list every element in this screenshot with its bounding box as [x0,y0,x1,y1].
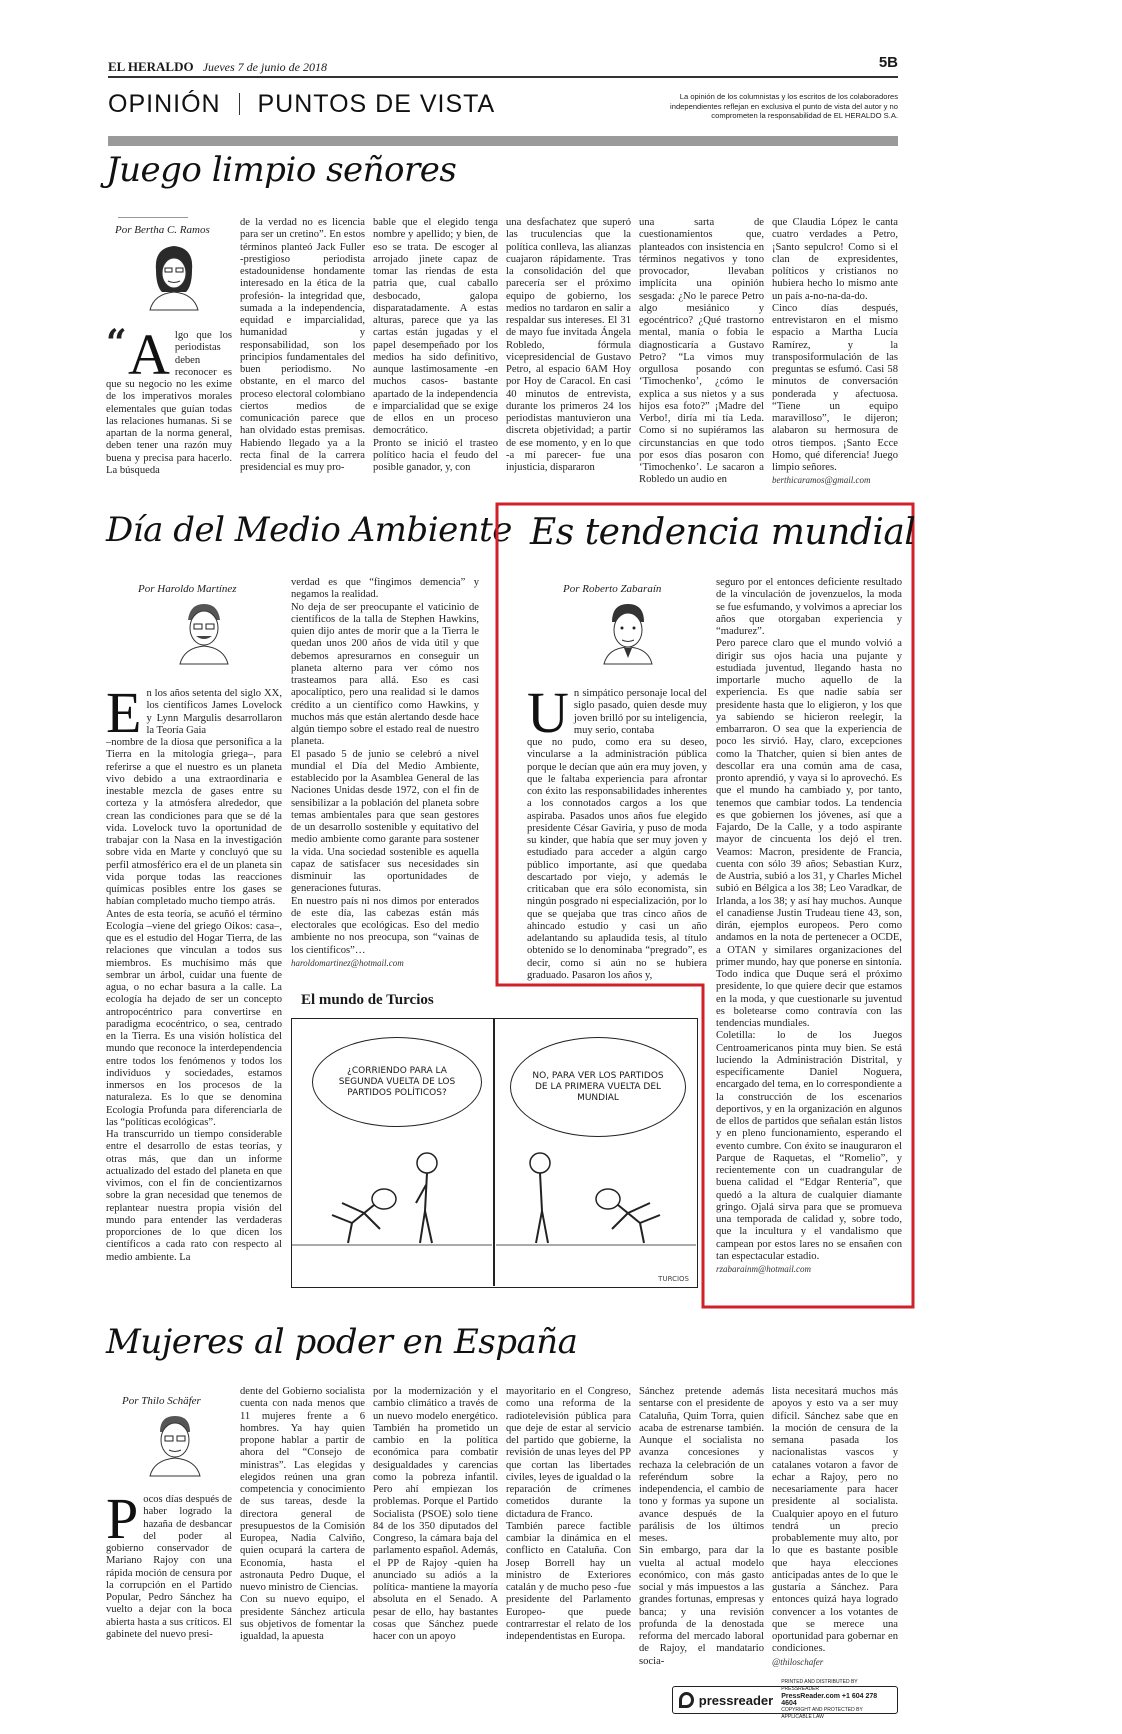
speech-bubble-left: ¿CORRIENDO PARA LA SEGUNDA VUELTA DE LOS PARTIDOS POLÍTICOS? [312,1037,482,1127]
article-body-juego-col5: una sarta de cuestionamientos que, planteados con insistencia en términos negativos y tono provocador, llevaban implícita una opinión sesgada: ¿No le parece Petro algo mesiánico y egocéntrico? ¿Qué trastorno mental, manía o fobia le diagnosticaría a Gustavo Petro? “La vimos muy orgullosa posando con ‘Timochenko’, ¿cómo le explica a sus nietos y a sus hijos esa foto?” ¡Madre del Verbo!, diría mi tía Leda. Como si no supiéramos las circunstancias en que todo por esos días posaron con ‘Timochenko’. Le sacaron a Robledo un audio en [639,217,764,486]
article-body-mujeres-col1 [106,1486,232,1678]
page-number: 5B [878,54,898,71]
author-portrait-roberto [596,598,660,664]
cartoon-signature: TURCIOS [658,1275,689,1283]
article-body-mujeres-col6 [772,1386,898,1678]
text-mujeres-col6: lista necesitará muchos más apoyos y esto va a ser muy difícil. Sánchez sabe que en la moción de censura de la semana pasada los nacionalistas vascos y catalanes votaron a favor de echar a Rajoy, pero no necesariamente para hacer presidente al socialista. Cualquier apoyo en el futuro tendrá un precio probablemente muy alto, por lo que es bastante posible que haya elecciones anticipadas antes de lo que le gustaría a Sánchez. Para entonces quizá haya logrado convencer a los votantes de que se merece una oportunidad para gobernar en condiciones. [772,1386,898,1655]
lead-mujeres: ocos días después de haber logrado la hazaña de desbancar del poder [143,1494,232,1542]
issue-date: Jueves 7 de junio de 2018 [202,60,327,74]
article-body-juego-col4: una desfachatez que superó las truculencias que la política conlleva, las alianzas cuajaron rápidamente. Tras la consolidación del que parecería ser el próximo equipo de gobierno, los medios no tardaron en salir a respaldar sus intereses. El 31 de mayo fue invitada Ángela Robledo, fórmula vicepresidencial de Gustavo Petro, al espacio 6AM Hoy por Hoy de Caracol. En casi 40 minutos de entrevista, durante los primeros 24 los periodistas mantuvieron una discreta objetividad; a partir de ese momento, y en lo que -a mí parecer- fue una injusticia, dispararon [506,217,631,473]
author-portrait-thilo [144,1410,206,1476]
article-title-tendencia: Es tendencia mundial [530,512,916,553]
article-body-tendencia-col2 [716,577,902,1299]
speech-bubble-right: NO, PARA VER LOS PARTIDOS DE LA PRIMERA VUELTA DEL MUNDIAL [510,1037,686,1137]
article-title-medio: Día del Medio Ambiente [106,510,512,550]
article-body-mujeres-col4: mayoritario en el Congreso, como una reforma de la radiotelevisión pública para que deje de estar al servicio del partido que gobierne, la revisión de unas leyes del PP que cortan las libertades civiles, leyes de igualdad o la reparación de crímenes cometidos durante la dictadura de Franco. También parece factible cambiar la dinámica en el conflicto en Cataluña. Con Josep Borrell hay un ministro de Exteriores catalán y de mucho peso -fue presidente del Parlamento Europeo- que puede contrarrestar el relato de los independentistas en Europa. [506,1386,631,1642]
text-tendencia-col1: que no pudo, como era su deseo, vincularse a la administración pública porque le decían que aún era muy joven, y que le faltaba experiencia para afrontar con éxito las responsabilidades inherentes a los connotados cargos a los que aspiraba. Pasados unos años fue elegido presidente César Gaviria, y puso de moda su kinder, que había que ser muy joven y estudiado para acceder a algún cargo público importante, así que quedaba descartado por viejo, y además le criticaban que era sólo economista, sin ningún posgrado ni especialización, por lo que se quejaba que tras cinco años de ahincado estudio y casi un año adelantando su aplaudida tesis, al título obtenido se lo denominaba “pregrado”, es decir, como si aún no se hubiera graduado. Pasaron los años y, [527,737,707,981]
dropcap-medio: E [106,680,142,745]
author-email-mujeres: @thiloschafer [772,1656,824,1667]
pressreader-badge [672,1679,898,1720]
cartoon-title: El mundo de Turcios [301,992,434,1008]
dropcap-mujeres: P [106,1486,139,1551]
dropcap-tendencia: U [527,680,569,745]
pressreader-line1: PRINTED AND DISTRIBUTED BY PRESSREADER [781,1679,858,1692]
pressreader-brand: pressreader [698,1692,774,1708]
article-title-mujeres: Mujeres al poder en España [106,1322,578,1362]
lead-juego: lgo que los periodistas deben reconocer es que [106,330,232,390]
paper-name: EL HERALDO [108,59,194,74]
text-juego-col1: su negocio no les exime de los imperativos morales elementales que guían todas las relaciones humanas. Si se apartan de la norma general, deben tener una razón muy buena y precisa para hacerlo. La búsqueda [106,379,232,476]
pressreader-logo-icon [679,1692,694,1708]
article-title-juego: Juego limpio señores [106,150,457,190]
text-medio-col2: verdad es que “fingimos demencia” y negamos la realidad. No deja de ser preocupante el vaticinio de científicos de la talla de Stephen Hawkins, quien dijo antes de morir que a la Tierra le quedan unos 200 años de vida útil y que debemos apresurarnos en conseguir un planeta alterno para ver cómo nos trasteamos para allá. Eso es casi apocalíptico, pero una realidad si le damos crédito a un científico como Hawkins, y muchos más que están alertando desde hace algún tiempo sobre el estado real de nuestro planeta. El pasado 5 de junio se celebró a nivel mundial el Día del Medio Ambiente, establecido por la Asamblea General de las Naciones Unidas desde 1972, con el fin de sensibilizar a la población del planeta sobre temas ambientales para que sean gestores de un desarrollo sostenible y equitativo del medio ambiente como garante para sostener la vida. Una sociedad sostenible es aquella capaz de satisfacer sus necesidades sin disminuir las oportunidades de generaciones futuras. En nuestro país ni nos dimos por enterados de este día, las cabezas están más electorales que ecológicas. Eso del medio ambiente no nos preocupa, son “vainas de los científicos”… [291,577,479,956]
byline-juego: Por Bertha C. Ramos [115,224,210,236]
text-tendencia-col2: seguro por el entonces deficiente resultado de la vinculación de jovenzuelos, la moda se fue esfumando, y volvimos a apreciar los años que otorgaban experiencia y “madurez”. Pero parece claro que el mundo volvió a dirigir sus ojos hacia una pujante y estudiada juventud, llegando hasta no importarle mucho aquello de la experiencia. Es que nadie sabía ser presidente hasta que lo eligieron, y los que ya sabiendo se hicieron reelegir, la embarraron. O sea que la experiencia de poco les sirvió. Hay, claro, excepciones como la Thatcher, quien si bien antes de descollar era una común ama de casa, pronto aprendió, y vaya si lo aprovechó. Es que el mundo ha cambiado y, por tanto, tenemos que cambiar todos. La tendencia es que gobiernen los jóvenes, así que a Fajardo, De la Calle, y a todo aspirante mayor de cincuenta los dejó el tren. Veamos: Macron, presidente de Francia, cuenta con sólo 39 años; Sebastian Kurz, de Austria, subió a los 31, y Charles Michel subió en Bélgica a los 38; Leo Varadkar, de Irlanda, a los 38; y así hay muchos. Aunque el canadiense Justin Trudeau tiene 43, son, dirán, ejemplos europeos. Pero como andamos en la nota de pertenecer a OCDE, a OTAN y similares organizaciones del primer mundo, hay que ponerse en sintonía. Todo indica que Duque será el próximo presidente, lo que quiere decir que estamos en la moda, y que cuestionarle su juventud es boletearse como contravía con las tendencias mundiales. Coletilla: lo de los Juegos Centroamericanos pinta muy bien. Se está luciendo la Administración Distrital, y específicamente Daniel Noguera, encargado del tema, en lo correspondiente a la construcción de los escenarios deportivos, y en la organización en algunos de ellos de partidos que señalan están listos y en pleno funcionamiento, esperando el evento cumbre. Con éxito se inauguraron el Parque de Raquetas, el “Romelio”, y recientemente con un cuadrangular de buena calidad el “Edgar Rentería”, que quedó a la altura de cualquier diamante gringo. Ojalá sirva para que se promueva una temporada de calidad y, sobre todo, que la incultura y el vandalismo que campean por estos lares no se ensañen con tan espectacular estadio. [716,577,902,1262]
article-body-juego-col3: bable que el elegido tenga nombre y apellido; y bien, de eso se trata. De escoger al arrojado jinete capaz de tomar las riendas de esta patria que, cual caballo desbocado, galopa disparatadamente. A estas alturas, parece que ya las cartas están jugadas y el papel desempeñado por los medios ha sido definitivo, aunque lastimosamente -en muchos casos- bastante apartado de la independencia e imparcialidad que se exige de ellos en un proceso democrático. Pronto se inició el trasteo político hacia el feudo del posible ganador, y, con [373,217,498,473]
section-label: OPINIÓN [108,90,221,118]
quote-mark: “ [106,322,127,364]
pressreader-line2: PressReader.com +1 604 278 4604 [781,1693,878,1707]
byline-medio: Por Haroldo Martínez [138,583,237,595]
article-body-juego-col2: de la verdad no es licencia para ser un cretino”. En estos términos planteó Jack Fuller -prestigioso periodista estadounidense hondamente interesado en la ética de la profesión- la integridad que, sumada a la independencia, equidad e imparcialidad, humanidad y responsabilidad, son los principios fundamentales del buen periodismo. No obstante, en el marco del proceso electoral colombiano ciertos medios de comunicación parece que han olvidado estas premisas. Habiendo llegado ya a la recta final de la carrera presidencial es muy pro- [240,217,365,473]
author-email-tendencia: rzabarainm@hotmail.com [716,1264,812,1274]
byline-mujeres: Por Thilo Schäfer [122,1395,201,1407]
author-email-medio: haroldomartinez@hotmail.com [291,957,404,968]
subsection-label: PUNTOS DE VISTA [257,90,496,118]
article-body-mujeres-col2: dente del Gobierno socialista cuenta con nada menos que 11 mujeres frente a 6 hombres. Ya hay quien propone hablar a partir de ahora del “Consejo de ministras”. Las elegidas y elegidos reúnen una gran competencia y conocimiento de sus tareas, desde la directora general de presupuestos de la Comisión Europea, Nadia Calviño, quien ocupará la cartera de Economía, hasta el astronauta Pedro Duque, el nuevo ministro de Ciencias. Con su nuevo equipo, el presidente Sánchez articula sus objetivos de fomentar la igualdad, la apuesta [240,1386,365,1642]
lead-tendencia: n simpático personaje local del siglo pasado, quien desde muy joven brilló por su inteligencia, muy serio, contaba [573,688,707,736]
article-body-mujeres-col5: Sánchez pretende además sentarse con el presidente de Cataluña, Quim Torra, quien acaba de estrenarse también. Aunque el socialista no avanza concesiones y rechaza la celebración de un referéndum sobre la independencia, el cambio de tono y formas ya supone un avance después de la parálisis de los últimos meses. Sin embargo, para dar la vuelta al actual modelo económico, con más gasto social y más impuestos a las grandes fortunas, empresas y banca; y una revisión profunda de la denostada reforma del mercado laboral de Rajoy, el mandatario socia- [639,1386,764,1667]
byline-tendencia: Por Roberto Zabaraín [563,583,662,595]
lead-medio: n los años setenta del siglo XX, los científicos James Lovelock y Lynn Margulis desarrollaron la Teoría Gaia [146,688,282,736]
dropcap-juego: A [128,322,170,387]
text-medio-col1: –nombre de la diosa que personifica a la Tierra en la mitología griega–, para referirse a que el nuestro es un planeta vivo debido a una extraordinaria e inestable mezcla de gases entre su corteza y la atmósfera alrededor, que crean las condiciones para que se dé la vida. Lovelock tuvo la oportunidad de trabajar con la Nasa en la investigación sobre vida en Marte y concluyó que su perfil atmosférico era el de un planeta sin vida porque todas las reacciones químicas posibles entre los gases se habían completado mucho tiempo atrás. Antes de esta teoría, se acuñó el término Ecología –viene del griego Oikos: casa–, que es el estudio del Hogar Tierra, de las relaciones que vinculan a todos sus miembros. Es muchísimo más que sembrar un árbol, cuidar una fuente de agua, o no echar basura a la calle. La ecología ha dejado de ser un concepto antropocéntrico para convertirse en paradigma ecocéntrico, o sea, centrado en la Tierra. Es una visión holística del mundo que reconoce la interdependencia entre todos los fenómenos y todos los individuos y sociedades, estamos inmersos en los procesos de la naturaleza. Es lo que se denomina Ecología Profunda para diferenciarla de las “políticas ecológicas”. Ha transcurrido un tiempo considerable entre el desarrollo de estas teorías, y otras más, que dan un informe actualizado del estado del planeta en que vivimos, con el fin de concientizarnos sobre la gran necesidad que tenemos de replantear nuestra propia visión del mundo para entender las verdaderas proporciones de lo que dicen los científicos a cada rato con respecto al medio ambiente. La [106,737,282,1263]
article-body-mujeres-col3: por la modernización y el cambio climático a través de un nuevo modelo energético. También ha prometido un cambio en la política económica para combatir desigualdades y carencias como la pobreza infantil. Pero ahí empiezan los problemas. Porque el Partido Socialista (PSOE) solo tiene 84 de los 350 diputados del Congreso, la cámara baja del parlamento español. Además, el PP de Rajoy -quien ha anunciado su adiós a la política- mantiene la mayoría absoluta en el Senado. A pesar de ello, hay bastantes cosas que Sánchez puede hacer con un apoyo [373,1386,498,1642]
text-juego-col6: que Claudia López le canta cuatro verdades a Petro, ¡Santo sepulcro! Como si el clan de expresidentes, políticos y cristianos no hubiera hecho lo mismo ante un país a-no-na-da-do. Cinco días después, entrevistaron en el mismo espacio a Martha Lucía Ramírez, y la transposiformulación de las preguntas se esfumó. Casi 58 minutos de conversación ponderada y afectuosa. “Tiene un equipo maravilloso”, le dijeron; alabaron su hermosura de otros tiempos. ¡Santo Ecce Homo, qué diferencia! Juego limpio señores. [772,217,898,473]
text-mujeres-col1: al gobierno conservador de Mariano Rajoy con una rápida moción de censura por la corrupción en el Partido Popular, Pedro Sánchez ha vuelto a dejar con la boca abierta hasta a sus críticos. El gabinete del nuevo presi- [106,1530,232,1640]
author-email-juego: berthicaramos@gmail.com [772,475,871,486]
pressreader-line3: COPYRIGHT AND PROTECTED BY APPLICABLE LAW [781,1707,863,1720]
disclaimer: La opinión de los columnistas y los escritos de los colaboradores independientes reflejan en exclusiva el punto de vista del autor y no comprometen la responsabilidad de EL HERALDO S.A. [670,92,898,120]
article-body-tendencia-col1 [527,680,707,981]
